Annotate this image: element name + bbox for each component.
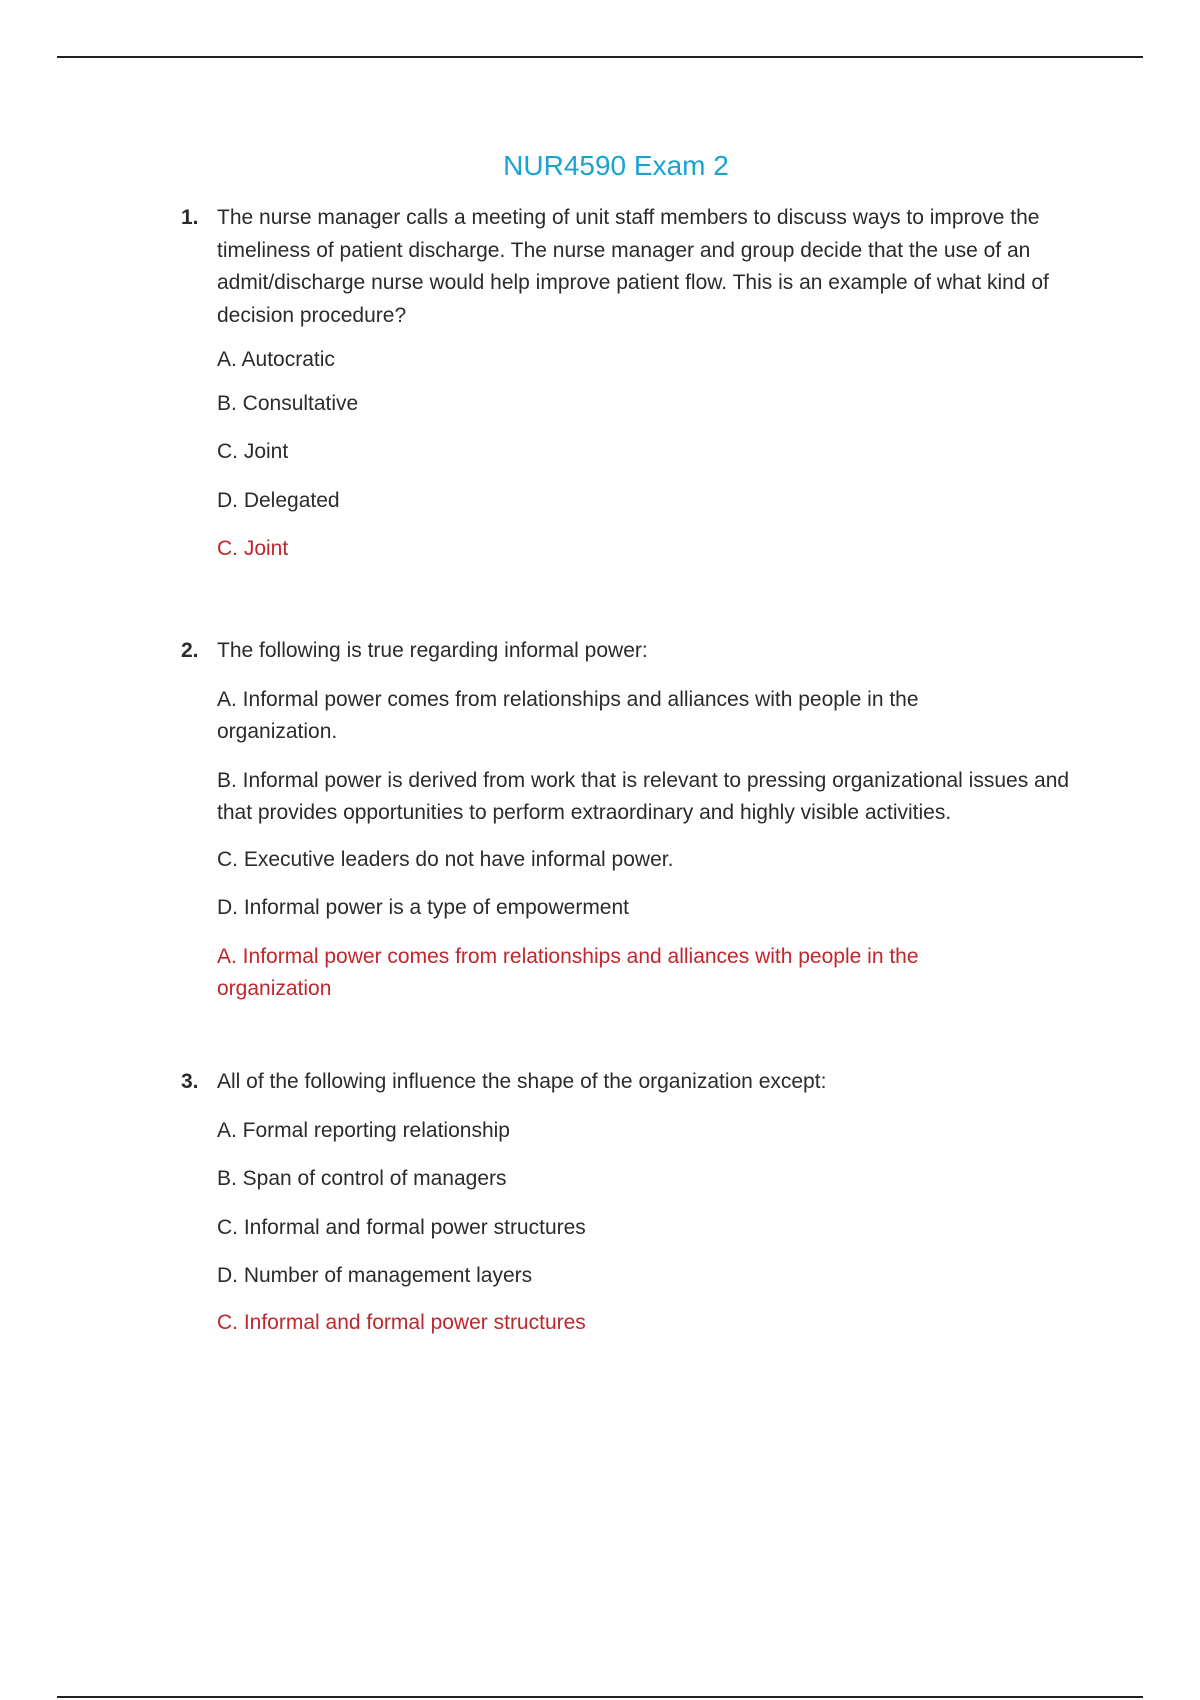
question-stem <box>181 1066 1081 1099</box>
question-number: 3. <box>181 1070 199 1093</box>
option-b: B. Span of control of managers <box>217 1167 507 1190</box>
question-stem <box>181 202 1081 332</box>
option-d: D. Number of management layers <box>217 1264 533 1287</box>
option-c: C. Informal and formal power structures <box>217 1215 586 1239</box>
question-number: 1. <box>181 206 199 229</box>
option-b: B. Informal power is derived from work that is relevant to pressing organizational issues and that provides opportunities to perform extraordinary and highly visible activities. <box>217 768 1070 824</box>
question-3 <box>181 1066 1081 1339</box>
question-stem <box>181 635 1081 668</box>
question-2 <box>181 635 1081 1006</box>
question-text: All of the following influence the shape of the organization except: <box>217 1070 827 1093</box>
option-a: A. Formal reporting relationship <box>217 1118 510 1142</box>
header-rule <box>57 56 1143 58</box>
option-a: A. Autocratic <box>217 348 335 371</box>
option-d: D. Informal power is a type of empowerment <box>217 896 630 919</box>
document-title: NUR4590 Exam 2 <box>503 150 729 181</box>
answer-key: C. Informal and formal power structures <box>217 1310 586 1334</box>
question-number: 2. <box>181 639 199 662</box>
question-1 <box>181 202 1081 566</box>
answer-key: A. Informal power comes from relationships and alliances with people in the organization <box>217 944 919 1000</box>
option-c: C. Executive leaders do not have informal power. <box>217 847 674 871</box>
option-b: B. Consultative <box>217 391 359 415</box>
answer-key: C. Joint <box>217 537 289 560</box>
footer-rule <box>57 1696 1143 1698</box>
question-text: The nurse manager calls a meeting of unit staff members to discuss ways to improve the timeliness of patient discharge. The nurse manager and group decide that the use of an admit/discharge nurse would help improve patient flow. This is an example of what kind of decision procedure? <box>217 206 1049 327</box>
option-a: A. Informal power comes from relationships and alliances with people in the organization. <box>217 687 919 743</box>
question-text: The following is true regarding informal power: <box>217 639 648 662</box>
option-c: C. Joint <box>217 440 289 463</box>
option-d: D. Delegated <box>217 488 340 512</box>
